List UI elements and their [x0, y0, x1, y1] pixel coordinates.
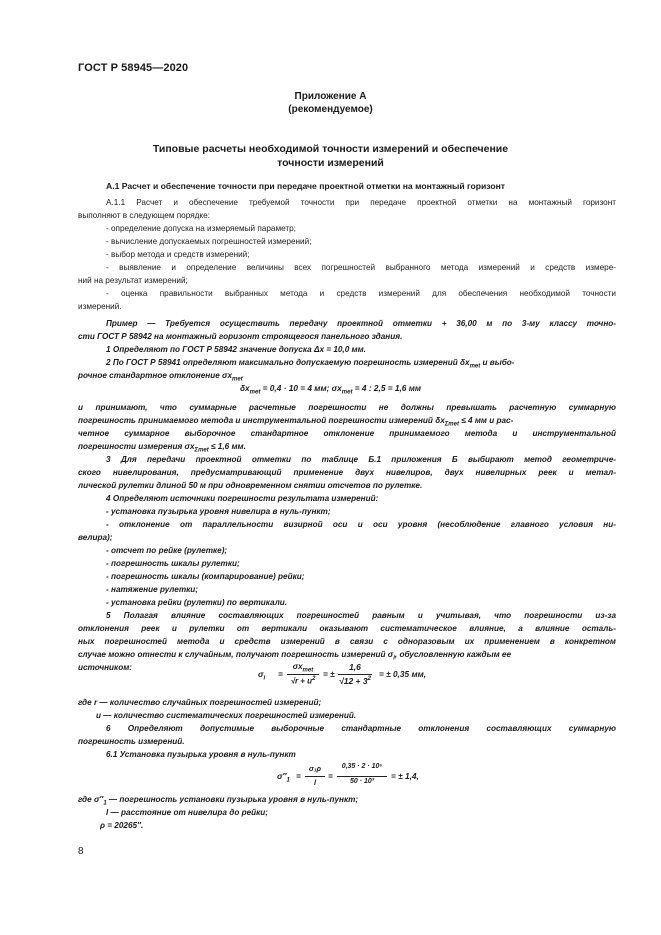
- example-step-1: 1 Определяют по ГОСТ Р 58942 значение допуска Δх = 10,0 мм.: [106, 345, 366, 354]
- list-item: - вычисление допускаемых погрешностей измерений;: [106, 237, 312, 246]
- error-source-item: - погрешность шкалы рулетки;: [106, 559, 240, 568]
- example-step-4: 4 Определяют источники погрешности результата измерений:: [106, 494, 379, 503]
- example-step-3-cont: лической рулетки длиной 50 м при одновременном снятии отсчетов по рулетке.: [78, 481, 423, 490]
- example-step-6-cont: погрешность измерений.: [78, 737, 185, 746]
- where-line: u — количество систематических погрешностей измерений.: [96, 711, 357, 720]
- where-line: где r — количество случайных погрешностей измерений;: [78, 698, 322, 707]
- list-item-continuation: измерений.: [78, 302, 122, 311]
- document-page: ГОСТ Р 58945—2020 Приложение А (рекомендуемое) Типовые расчеты необходимой точности измерений и обеспечение точности измерений А.1 Расчет и обеспечение точности при передаче проектной отметки на монтажный горизонт А.1.1 Расчет и обеспечение требуемой точности при передаче проектной отметки на монтажный горизонт выполняют в следующем порядке: - определение допуска на измеряемый параметр; - вычисление допускаемых погрешностей измерений; - выбор метода и средств измерений; - выявление и определение величины всех погрешностей выбранного метода измерений и средств измере- ний на результат измерений; - оценка правильности выбранных метода и средств измерений для обеспечения необходимой точности измерений. Пример — Требуется осуществить передачу проектной отметки + 36,00 м по 3-му классу точно- сти ГОСТ Р 58942 на монтажный горизонт строящегося панельного здания. 1 Определяют по ГОСТ Р 58942 значение допуска Δх = 10,0 мм. 2 По ГОСТ Р 58941 определяют максимально допускаемую погрешность измерений $\delta x_{met}$ и выбо- рочное стандартное отклонение $\sigma x_{met}$ $\delta x_{met} = 0,4 \cdot 10 = 4$ мм; $\sigma x_{met} = 4$ : 2,5 = 1,6 мм и принимают, что суммарные расчетные погрешности не должны превышать расчетную суммарную погрешность принимаемого метода и инструментальной погрешности измерений $\delta x_{\Sigma met} \le 4$ мм и рас- четное суммарное выборочное стандартное отклонение принимаемого метода и инструментальной погрешности измерения $\sigma x_{\Sigma met} \le 1,6$ мм. 3 Для передачи проектной отметки по таблице Б.1 приложения Б выбирают метод геометриче- ского нивелирования, предусматривающий применение двух нивелиров, двух нивелирных реек и метал- лической рулетки длиной 50 м при одновременном снятии отсчетов по рулетке. 4 Определяют источники погрешности результата измерений: - установка пузырька уровня нивелира в нуль-пункт; - отклонение от параллельности визирной оси и оси уровня (несоблюдение главного условия ни- велира); - отсчет по рейке (рулетке); - погрешность шкалы рулетки; - погрешность шкалы (компарирование) рейки; - натяжение рулетки; - установка рейки (рулетки) по вертикали. 5 Полагая влияние составляющих погрешностей равным и учитывая, что погрешности из-за отклонения реек и рулетки от вертикали оказывают систематическое влияние, а влияние осталь- ных погрешностей метода и средств измерений в связи с одноразовым их применением в конкретном случае можно отнести к случайным, получают погрешность измерений $\sigma_i$, обусловленную каждым ее источником: $\sigma_i$ = $\sigma x_{met}$ $√r + u^2$ = ± 1,6 $√12 + 3^2$ = ± 0,35 мм, где r — количество случайных погрешностей измерений; u — количество систематических погрешностей измерений. 6 Определяют допустимые выборочные стандартные отклонения составляющих суммарную погрешность измерений. 6.1 Установка пузырька уровня в нуль-пункт $\sigma''_1$ = σ₁ρ l = 0,35 · 2 · 10⁵ 50 · 10³ = ± 1,4, где $\sigma''_1$ — погрешность установки пузырька уровня в нуль-пункт; l — расстояние от нивелира до рейки; ρ = 20265″. 8: [0, 0, 661, 935]
- example-step-5-cont: ных погрешностей метода и средств измерений в связи с одноразовым их применением в конкретном: [78, 637, 616, 646]
- page-number: 8: [78, 846, 84, 857]
- list-item: - определение допуска на измеряемый параметр;: [106, 224, 296, 233]
- error-source-item-cont: велира);: [78, 533, 113, 542]
- standard-header: ГОСТ Р 58945—2020: [78, 62, 189, 74]
- appendix-title-line-2: точности измерений: [277, 157, 384, 169]
- list-item: - выбор метода и средств измерений;: [106, 250, 250, 259]
- where-line: где $\sigma''_1$ — погрешность установки пузырька уровня в нуль-пункт;: [78, 795, 359, 807]
- error-source-item: - отклонение от параллельности визирной оси и оси уровня (несоблюдение главного условия ни-: [106, 520, 616, 529]
- error-source-item: - установка пузырька уровня нивелира в нуль-пункт;: [106, 507, 331, 516]
- example-step-3: 3 Для передачи проектной отметки по таблице Б.1 приложения Б выбирают метод геометриче-: [106, 455, 616, 464]
- appendix-type: (рекомендуемое): [288, 104, 373, 115]
- example-step-6: 6 Определяют допустимые выборочные стандартные отклонения составляющих суммарную: [106, 724, 616, 733]
- error-source-item: - отсчет по рейке (рулетке);: [106, 546, 228, 555]
- where-line: l — расстояние от нивелира до рейки;: [106, 808, 269, 817]
- example-step-2: 2 По ГОСТ Р 58941 определяют максимально допускаемую погрешность измерений $\delta x_{met}$ и выбо-: [106, 358, 515, 370]
- where-line: ρ = 20265″.: [100, 821, 144, 830]
- paragraph-line: А.1.1 Расчет и обеспечение требуемой точности при передаче проектной отметки на монтажный горизонт: [106, 198, 616, 207]
- error-source-item: - погрешность шкалы (компарирование) рейки;: [106, 572, 305, 581]
- example-line: погрешности измерения $\sigma x_{\Sigma met} \le 1,6$ мм.: [78, 442, 246, 454]
- error-source-item: - натяжение рулетки;: [106, 585, 198, 594]
- formula-tolerance: $\delta x_{met} = 0,4 \cdot 10 = 4$ мм; $\sigma x_{met} = 4$ : 2,5 = 1,6 мм: [239, 383, 421, 396]
- example-step-6-1: 6.1 Установка пузырька уровня в нуль-пункт: [106, 750, 296, 759]
- example-step-5-cont: случае можно отнести к случайным, получают погрешность измерений $\sigma_i$, обусловленную каждым ее: [78, 650, 512, 662]
- paragraph-line: выполняют в следующем порядке:: [78, 211, 210, 220]
- example-line: четное суммарное выборочное стандартное отклонение принимаемого метода и инструментальной: [78, 429, 616, 438]
- example-line: погрешность принимаемого метода и инструментальной погрешности измерений $\delta x_{\Sigma met} \le 4$ мм и рас-: [78, 416, 514, 428]
- error-source-item: - установка рейки (рулетки) по вертикали.: [106, 598, 288, 607]
- example-step-3-cont: ского нивелирования, предусматривающий применение двух нивелиров, двух нивелирных реек и метал-: [78, 468, 616, 477]
- list-item: - выявление и определение величины всех погрешностей выбранного метода измерений и средств измере-: [106, 263, 616, 272]
- list-item-continuation: ний на результат измерений;: [78, 276, 188, 285]
- example-step-2-cont: рочное стандартное отклонение $\sigma x_{met}$: [78, 371, 243, 383]
- example-step-5: 5 Полагая влияние составляющих погрешностей равным и учитывая, что погрешности из-за: [106, 611, 616, 620]
- section-heading: А.1 Расчет и обеспечение точности при передаче проектной отметки на монтажный горизонт: [106, 181, 506, 191]
- appendix-name: Приложение А: [294, 91, 367, 102]
- example-line: Пример — Требуется осуществить передачу проектной отметки + 36,00 м по 3-му классу точно-: [106, 319, 616, 328]
- example-line: и принимают, что суммарные расчетные погрешности не должны превышать расчетную суммарную: [78, 403, 616, 412]
- appendix-title-line-1: Типовые расчеты необходимой точности измерений и обеспечение: [152, 143, 509, 155]
- example-line: сти ГОСТ Р 58942 на монтажный горизонт строящегося панельного здания.: [78, 332, 403, 341]
- example-step-5-cont: отклонения реек и рулетки от вертикали оказывают систематическое влияние, а влияние осталь-: [78, 624, 616, 633]
- example-step-5-cont: источником:: [78, 663, 132, 672]
- list-item: - оценка правильности выбранных метода и средств измерений для обеспечения необходимой точности: [106, 289, 616, 298]
